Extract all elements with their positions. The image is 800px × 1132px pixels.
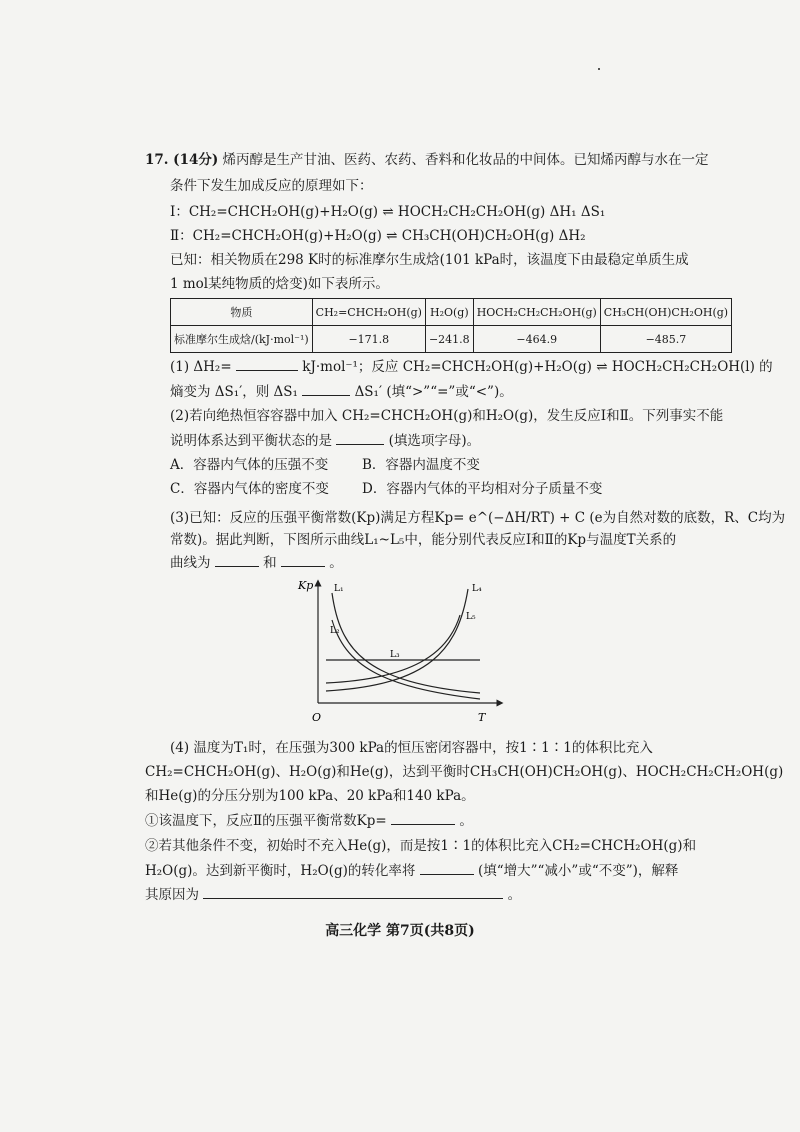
answer-blank-curve-2[interactable]: [281, 552, 325, 567]
part4-sub1-text: ①该温度下，反应Ⅱ的压强平衡常数Kp=: [145, 813, 387, 829]
table-cell: −171.8: [312, 326, 425, 353]
part1-text-2b: ΔS₁′ (填“>”“=”或“<”)。: [354, 384, 513, 400]
scan-speck: [598, 68, 600, 70]
enthalpy-table: [170, 298, 732, 353]
part4-line3: 和He(g)的分压分别为100 kPa、20 kPa和140 kPa。: [145, 788, 475, 804]
curve-label: L₅: [466, 612, 476, 622]
reaction-1: Ⅰ：CH₂=CHCH₂OH(g)+H₂O(g) ⇌ HOCH₂CH₂CH₂OH(g) ΔH₁ ΔS₁: [170, 204, 606, 220]
intro-text-1: 烯丙醇是生产甘油、医药、农药、香料和化妆品的中间体。已知烯丙醇与水在一定: [222, 152, 709, 168]
answer-blank-reason[interactable]: [203, 884, 503, 899]
part4-line2: CH₂=CHCH₂OH(g)、H₂O(g)和He(g)，达到平衡时CH₃CH(OH)CH₂OH(g)、HOCH₂CH₂CH₂OH(g): [145, 764, 784, 780]
part4-sub2-line1: ②若其他条件不变，初始时不充入He(g)，而是按1∶1的体积比充入CH₂=CHCH₂OH(g)和: [145, 838, 697, 854]
known-text-2: 1 mol某纯物质的焓变)如下表所示。: [170, 276, 389, 292]
part3-text-3a: 曲线为: [170, 555, 211, 571]
part4-sub2-end: 。: [507, 887, 522, 903]
table-header-cell: H₂O(g): [425, 299, 473, 326]
x-axis-label: T: [478, 711, 486, 724]
part4-sub1: [145, 810, 473, 831]
answer-blank-conversion[interactable]: [420, 860, 474, 875]
part1-text: kJ·mol⁻¹；反应 CH₂=CHCH₂OH(g)+H₂O(g) ⇌ HOCH₂CH₂CH₂OH(l) 的: [302, 359, 773, 375]
part4-sub2-text-c: 其原因为: [145, 887, 199, 903]
part4-sub2-line2: [145, 860, 678, 881]
part2-line1: (2)若向绝热恒容容器中加入 CH₂=CHCH₂OH(g)和H₂O(g)，发生反应Ⅰ和Ⅱ。下列事实不能: [170, 408, 724, 424]
table-header-cell: HOCH₂CH₂CH₂OH(g): [473, 299, 600, 326]
part3-text-3c: 。: [329, 555, 343, 571]
part1-line1: [170, 356, 773, 377]
curve-label: L₂: [330, 626, 340, 636]
part3-line3: [170, 552, 343, 573]
table-header-cell: 物质: [171, 299, 313, 326]
table-row-label: 标准摩尔生成焓/(kJ·mol⁻¹): [171, 326, 313, 353]
curve-label: L₁: [334, 584, 344, 594]
question-header: [145, 150, 709, 170]
table-header-row: [171, 299, 732, 326]
y-axis-label: Kp: [298, 579, 314, 592]
option-d: D．容器内气体的平均相对分子质量不变: [362, 481, 603, 497]
part1-line2: [170, 381, 513, 402]
part3-line2: 常数)。据此判断，下图所示曲线L₁~L₅中，能分别代表反应Ⅰ和Ⅱ的Kp与温度T关系的: [170, 532, 677, 548]
intro-text-2: 条件下发生加成反应的原理如下：: [170, 178, 373, 194]
chart-curves: [326, 584, 482, 699]
option-a: A．容器内气体的压强不变: [170, 457, 329, 473]
part4-sub2-text-a: H₂O(g)。达到新平衡时，H₂O(g)的转化率将: [145, 863, 416, 879]
origin-label: O: [312, 711, 322, 724]
part1-text-2a: 熵变为 ΔS₁′，则 ΔS₁: [170, 384, 298, 400]
option-b: B．容器内温度不变: [362, 457, 480, 473]
part2-text-2a: 说明体系达到平衡状态的是: [170, 433, 332, 449]
option-c: C．容器内气体的密度不变: [170, 481, 329, 497]
part1-label: (1) ΔH₂=: [170, 359, 232, 375]
answer-blank-curve-1[interactable]: [215, 552, 259, 567]
answer-blank-kp[interactable]: [391, 810, 455, 825]
known-text-1: 已知：相关物质在298 K时的标准摩尔生成焓(101 kPa时，该温度下由最稳定单质生成: [170, 252, 689, 268]
part2-line2: [170, 430, 480, 451]
part4-sub2-text-b: (填“增大”“减小”或“不变”)，解释: [477, 863, 679, 879]
table-cell: −241.8: [425, 326, 473, 353]
table-cell: −485.7: [600, 326, 731, 353]
table-header-cell: CH₂=CHCH₂OH(g): [312, 299, 425, 326]
reaction-2: Ⅱ：CH₂=CHCH₂OH(g)+H₂O(g) ⇌ CH₃CH(OH)CH₂OH(g) ΔH₂: [170, 228, 586, 244]
part4-sub2-line3: [145, 884, 521, 905]
curve-label: L₄: [472, 584, 482, 594]
part3-text-3b: 和: [263, 555, 277, 571]
table-cell: −464.9: [473, 326, 600, 353]
part3-line1: (3)已知：反应的压强平衡常数(Kp)满足方程Kp= e^(−ΔH/RT) + C (e为自然对数的底数，R、C均为: [170, 510, 786, 526]
kp-temperature-chart: [290, 575, 510, 725]
part4-line1: (4) 温度为T₁时，在压强为300 kPa的恒压密闭容器中，按1∶1∶1的体积比充入: [170, 740, 653, 756]
answer-blank-ds[interactable]: [302, 381, 350, 396]
part2-text-2b: (填选项字母)。: [388, 433, 481, 449]
answer-blank-dh2[interactable]: [236, 356, 298, 371]
part4-sub1-end: 。: [459, 813, 473, 829]
table-header-cell: CH₃CH(OH)CH₂OH(g): [600, 299, 731, 326]
page-footer: 高三化学 第7页(共8页): [325, 923, 475, 939]
curve-label: L₃: [390, 650, 400, 660]
answer-blank-equilibrium[interactable]: [336, 430, 384, 445]
curve-L₁: [332, 593, 480, 693]
question-number: 17. (14分): [145, 152, 219, 168]
table-row: [171, 326, 732, 353]
